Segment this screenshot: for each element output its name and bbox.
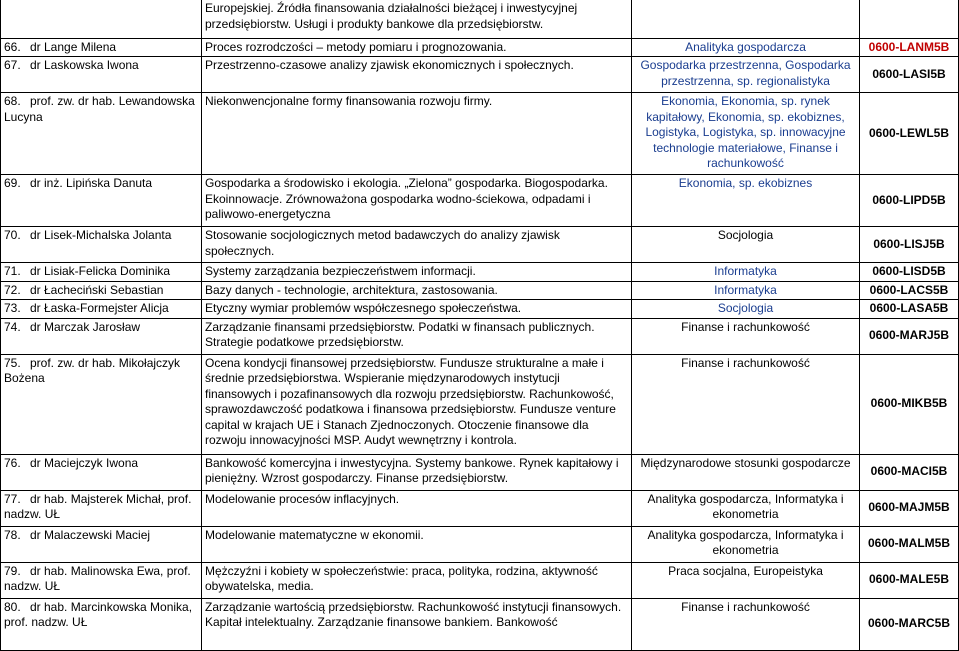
- table-row: [1, 562, 959, 598]
- supervisor-name: dr inż. Lipińska Danuta: [30, 176, 153, 190]
- course-code: 0600-LASA5B: [860, 300, 959, 319]
- course-code: 0600-MALE5B: [860, 562, 959, 598]
- row-number: 66.: [4, 39, 21, 54]
- thesis-subject: Modelowanie matematyczne w ekonomii.: [202, 526, 632, 562]
- supervisor-name: dr Maciejczyk Iwona: [30, 455, 139, 470]
- course-code: [860, 0, 959, 38]
- thesis-subject: Zarządzanie finansami przedsiębiorstw. Podatki w finansach publicznych. Strategie podatkowe przedsiębiorstw.: [202, 318, 632, 354]
- table-row: [1, 598, 959, 650]
- supervisor-name: dr Łaska-Formejster Alicja: [30, 301, 169, 315]
- supervisor-name: dr Laskowska Iwona: [30, 58, 139, 72]
- table-row: [1, 57, 959, 93]
- thesis-subject: Systemy zarządzania bezpieczeństwem informacji.: [202, 263, 632, 282]
- course-code: 0600-LIPD5B: [860, 175, 959, 227]
- study-area: [632, 0, 860, 38]
- supervisor-cell: [1, 93, 202, 175]
- thesis-subject: Etyczny wymiar problemów współczesnego społeczeństwa.: [202, 300, 632, 319]
- course-code: 0600-LACS5B: [860, 281, 959, 300]
- study-area: Ekonomia, sp. ekobiznes: [632, 175, 860, 227]
- supervisor-name: dr Lisek-Michalska Jolanta: [30, 228, 172, 242]
- row-number: 80.: [4, 599, 21, 614]
- study-area: Socjologia: [632, 300, 860, 319]
- table-row: [1, 175, 959, 227]
- table-row: [1, 281, 959, 300]
- supervisor-cell: [1, 300, 202, 319]
- course-code: 0600-LEWL5B: [860, 93, 959, 175]
- course-code: 0600-LANM5B: [860, 38, 959, 57]
- supervisor-name: dr Lange Milena: [30, 39, 117, 54]
- table-row: [1, 354, 959, 454]
- row-number: [1, 0, 202, 38]
- study-area: Międzynarodowe stosunki gospodarcze: [632, 454, 860, 490]
- row-number: 73.: [4, 301, 21, 315]
- course-code: 0600-MARJ5B: [860, 318, 959, 354]
- thesis-subject: Bankowość komercyjna i inwestycyjna. Systemy bankowe. Rynek kapitałowy i pieniężny. Wzrost gospodarczy. Finanse przedsiębiorstw.: [202, 454, 632, 490]
- study-area: Informatyka: [632, 263, 860, 282]
- supervisor-cell: [1, 318, 202, 354]
- supervisor-cell: [1, 454, 202, 490]
- supervisor-cell: [1, 354, 202, 454]
- thesis-subject: Zarządzanie wartością przedsiębiorstw. Rachunkowość instytucji finansowych. Kapitał intelektualny. Zarządzanie finansowe bankiem. Bankowość: [202, 598, 632, 650]
- row-number: 68.: [4, 94, 21, 108]
- supervisor-name: dr hab. Majsterek Michał, prof. nadzw. UŁ: [4, 491, 192, 521]
- thesis-subject: Przestrzenno-czasowe analizy zjawisk ekonomicznych i społecznych.: [202, 57, 632, 93]
- supervisor-name: dr Malaczewski Maciej: [30, 527, 151, 542]
- supervisor-cell: [1, 526, 202, 562]
- course-code: 0600-LISJ5B: [860, 227, 959, 263]
- supervisor-name: dr Marczak Jarosław: [30, 319, 141, 334]
- supervisor-cell: [1, 598, 202, 650]
- supervisor-name: dr hab. Marcinkowska Monika, prof. nadzw. UŁ: [4, 599, 193, 629]
- thesis-subject: Bazy danych - technologie, architektura, zastosowania.: [202, 281, 632, 300]
- study-area: Finanse i rachunkowość: [632, 318, 860, 354]
- supervisor-cell: [1, 562, 202, 598]
- table-row: [1, 454, 959, 490]
- supervisor-name: dr hab. Malinowska Ewa, prof. nadzw. UŁ: [4, 563, 191, 593]
- thesis-subject: Mężczyźni i kobiety w społeczeństwie: praca, polityka, rodzina, aktywność obywatelska, media.: [202, 562, 632, 598]
- row-number: 69.: [4, 176, 21, 190]
- row-number: 75.: [4, 355, 21, 370]
- course-code: 0600-MIKB5B: [860, 354, 959, 454]
- thesis-subject: Proces rozrodczości – metody pomiaru i prognozowania.: [202, 38, 632, 57]
- row-number: 71.: [4, 264, 21, 278]
- supervisor-cell: [1, 490, 202, 526]
- study-area: Praca socjalna, Europeistyka: [632, 562, 860, 598]
- thesis-subject: Ocena kondycji finansowej przedsiębiorstw. Fundusze strukturalne a małe i średnie przedsiębiorstwa. Wspieranie międzynarodowych instytucji finansowych i pozafinansowych dla rozwoju przedsiębiorstw. Rachunkowość, sprawozdawczość podatkowa i finansowa przedsiębiorstw. Fundusze venture capital w krajach UE i Stanach Zjednoczonych. Otoczenie finansowe dla rozwoju innowacyjności MSP. Audyt wewnętrzny i kontrola.: [202, 354, 632, 454]
- study-area: Analityka gospodarcza, Informatyka i ekonometria: [632, 490, 860, 526]
- supervisor-cell: [1, 227, 202, 263]
- study-area: Ekonomia, Ekonomia, sp. rynek kapitałowy, Ekonomia, sp. ekobiznes, Logistyka, Logistyka, sp. innowacyjne technologie materiałowe, Finanse i rachunkowość: [632, 93, 860, 175]
- row-number: 79.: [4, 563, 21, 578]
- row-number: 76.: [4, 455, 21, 470]
- course-code: 0600-MALM5B: [860, 526, 959, 562]
- study-area: Gospodarka przestrzenna, Gospodarka przestrzenna, sp. regionalistyka: [632, 57, 860, 93]
- table-row: [1, 300, 959, 319]
- thesis-subject: Stosowanie socjologicznych metod badawczych do analizy zjawisk społecznych.: [202, 227, 632, 263]
- supervisor-cell: [1, 281, 202, 300]
- study-area: Informatyka: [632, 281, 860, 300]
- supervisor-cell: [1, 57, 202, 93]
- table-row: [1, 526, 959, 562]
- row-number: 78.: [4, 527, 21, 542]
- course-code: 0600-LISD5B: [860, 263, 959, 282]
- table-row: [1, 490, 959, 526]
- supervisor-name: prof. zw. dr hab. Lewandowska Lucyna: [4, 94, 195, 124]
- table-row: [1, 263, 959, 282]
- row-number: 77.: [4, 491, 21, 506]
- row-number: 67.: [4, 58, 21, 72]
- course-code: 0600-LASI5B: [860, 57, 959, 93]
- study-area: Analityka gospodarcza: [632, 38, 860, 57]
- thesis-subject: Gospodarka a środowisko i ekologia. „Zielona” gospodarka. Biogospodarka. Ekoinnowacje. Zrównoważona gospodarka wodno-ściekowa, odpadami i paliwowo-energetyczna: [202, 175, 632, 227]
- thesis-subject: Europejskiej. Źródła finansowania działalności bieżącej i inwestycyjnej przedsiębiorstw. Usługi i produkty bankowe dla przedsiębiorstw.: [202, 0, 632, 38]
- study-area: Finanse i rachunkowość: [632, 354, 860, 454]
- table-row: [1, 318, 959, 354]
- row-number: 70.: [4, 228, 21, 242]
- study-area: Analityka gospodarcza, Informatyka i ekonometria: [632, 526, 860, 562]
- thesis-subject: Niekonwencjonalne formy finansowania rozwoju firmy.: [202, 93, 632, 175]
- supervisor-name: prof. zw. dr hab. Mikołajczyk Bożena: [4, 355, 181, 385]
- table-row: [1, 0, 959, 38]
- row-number: 72.: [4, 282, 21, 297]
- course-code: 0600-MARC5B: [860, 598, 959, 650]
- table-row: [1, 93, 959, 175]
- course-code: 0600-MACI5B: [860, 454, 959, 490]
- supervisor-cell: [1, 38, 202, 57]
- course-code: 0600-MAJM5B: [860, 490, 959, 526]
- supervisor-name: dr Lisiak-Felicka Dominika: [30, 264, 171, 278]
- thesis-subject: Modelowanie procesów inflacyjnych.: [202, 490, 632, 526]
- study-area: Socjologia: [632, 227, 860, 263]
- study-area: Finanse i rachunkowość: [632, 598, 860, 650]
- table-row: [1, 227, 959, 263]
- supervisor-cell: [1, 175, 202, 227]
- supervisor-name: dr Łacheciński Sebastian: [30, 282, 164, 297]
- row-number: 74.: [4, 319, 21, 334]
- supervisor-cell: [1, 263, 202, 282]
- table-row: [1, 38, 959, 57]
